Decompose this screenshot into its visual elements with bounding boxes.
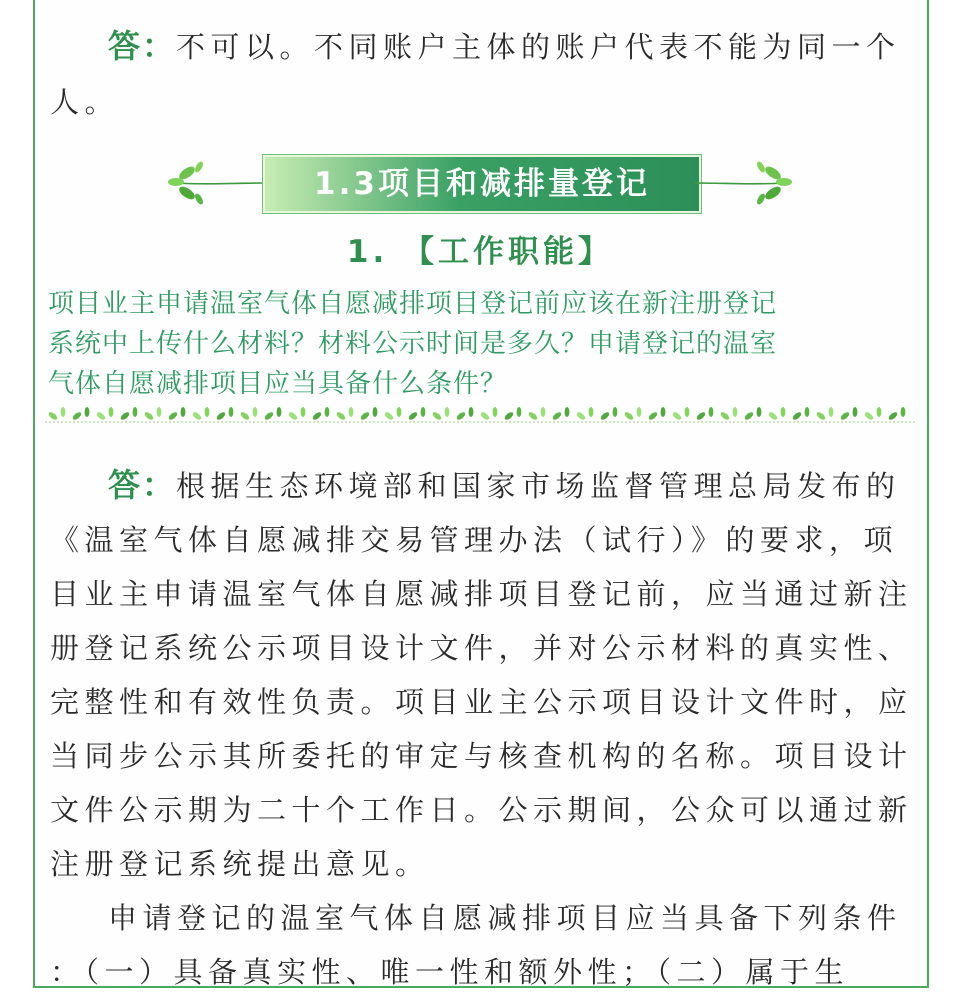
answer-2-line: 目业主申请温室气体自愿减排项目登记前，应当通过新注 [50,577,913,611]
answer-1-line-2: 人。 [50,85,120,119]
leaf-icon [623,411,634,421]
leaf-icon [301,407,306,417]
question-line: 系统中上传什么材料？材料公示时间是多久？申请登记的温室 [48,329,778,359]
leaf-icon [469,407,474,417]
leaf-icon [661,407,666,417]
leaf-icon [877,407,882,417]
answer-label: 答： [108,466,177,504]
leaf-icon [287,411,298,421]
leaf-icon [407,411,418,421]
leaf-icon [863,411,874,421]
subheading: 1. 【工作职能】 [346,234,614,270]
leaf-icon [503,411,514,421]
leaf-icon [239,411,250,421]
answer-2-line: 册登记系统公示项目设计文件，并对公示材料的真实性、 [50,631,913,665]
answer-2-line: 注册登记系统提出意见。 [50,847,430,881]
leaf-icon [493,407,498,417]
leaf-icon [157,407,162,417]
leaf-pattern-icon [47,407,905,421]
leaf-icon [719,411,730,421]
leaf-icon [479,411,490,421]
paragraph-3-text: 申请登记的温室气体自愿减排项目应当具备下列条件 [108,901,902,935]
leaf-icon [839,411,850,421]
leaf-icon [47,411,58,421]
answer-2-line: 当同步公示其所委托的审定与核查机构的名称。项目设计 [50,739,913,773]
leaf-icon [445,407,450,417]
leaf-vine-right-icon [690,155,795,211]
answer-2-line: 完整性和有效性负责。项目业主公示项目设计文件时，应 [50,685,913,719]
leaf-icon [133,407,138,417]
leaf-icon [277,407,282,417]
question-line: 项目业主申请温室气体自愿减排项目登记前应该在新注册登记 [48,289,778,319]
leaf-icon [781,407,786,417]
leaf-icon [71,411,82,421]
leaf-icon [541,407,546,417]
leaf-icon [901,407,906,417]
leaf-icon [191,411,202,421]
question-line: 气体自愿减排项目应当具备什么条件？ [48,369,508,399]
leaf-icon [613,407,618,417]
leaf-icon [325,407,330,417]
leaf-icon [167,411,178,421]
leaf-divider [45,402,915,428]
leaf-icon [589,407,594,417]
answer-2-line-1 [50,463,916,508]
leaf-icon [311,411,322,421]
leaf-icon [637,407,642,417]
leaf-icon [205,407,210,417]
leaf-icon [599,411,610,421]
leaf-icon [263,411,274,421]
leaf-icon [887,411,898,421]
leaf-icon [421,407,426,417]
answer-label: 答： [108,27,177,65]
leaf-icon [383,411,394,421]
answer-1-text: 不可以。不同账户主体的账户代表不能为同一个 [176,30,901,64]
leaf-icon [373,407,378,417]
paragraph-3-line-2: ：（一）具备真实性、唯一性和额外性；（二）属于生 [50,955,850,989]
leaf-icon [229,407,234,417]
leaf-icon [575,411,586,421]
leaf-icon [743,411,754,421]
leaf-icon [431,411,442,421]
answer-2-line: 《温室气体自愿减排交易管理办法（试行）》的要求，项 [50,523,899,557]
leaf-icon [527,411,538,421]
leaf-icon [397,407,402,417]
leaf-icon [815,411,826,421]
leaf-icon [85,407,90,417]
leaf-icon [671,411,682,421]
answer-1-line-1 [50,24,916,69]
leaf-icon [349,407,354,417]
section-title-banner: 1.3项目和减排量登记 [263,155,701,213]
leaf-icon [733,407,738,417]
leaf-icon [119,411,130,421]
paragraph-3-line-1 [50,896,916,940]
leaf-icon [757,407,762,417]
leaf-icon [335,411,346,421]
leaf-icon [853,407,858,417]
leaf-icon [95,411,106,421]
leaf-icon [685,407,690,417]
leaf-icon [695,411,706,421]
leaf-icon [109,407,114,417]
answer-2-text: 根据生态环境部和国家市场监督管理总局发布的 [176,469,901,503]
leaf-icon [517,407,522,417]
leaf-icon [143,411,154,421]
leaf-icon [647,411,658,421]
leaf-icon [181,407,186,417]
leaf-icon [709,407,714,417]
leaf-icon [359,411,370,421]
question [48,284,918,404]
leaf-icon [215,411,226,421]
leaf-icon [455,411,466,421]
leaf-icon [565,407,570,417]
leaf-icon [805,407,810,417]
leaf-vine-left-icon [165,155,270,211]
leaf-icon [767,411,778,421]
leaf-icon [61,407,66,417]
section-header [165,155,795,211]
leaf-icon [253,407,258,417]
leaf-icon [829,407,834,417]
answer-2-line: 文件公示期为二十个工作日。公示期间，公众可以通过新 [50,793,913,827]
leaf-icon [551,411,562,421]
leaf-icon [791,411,802,421]
